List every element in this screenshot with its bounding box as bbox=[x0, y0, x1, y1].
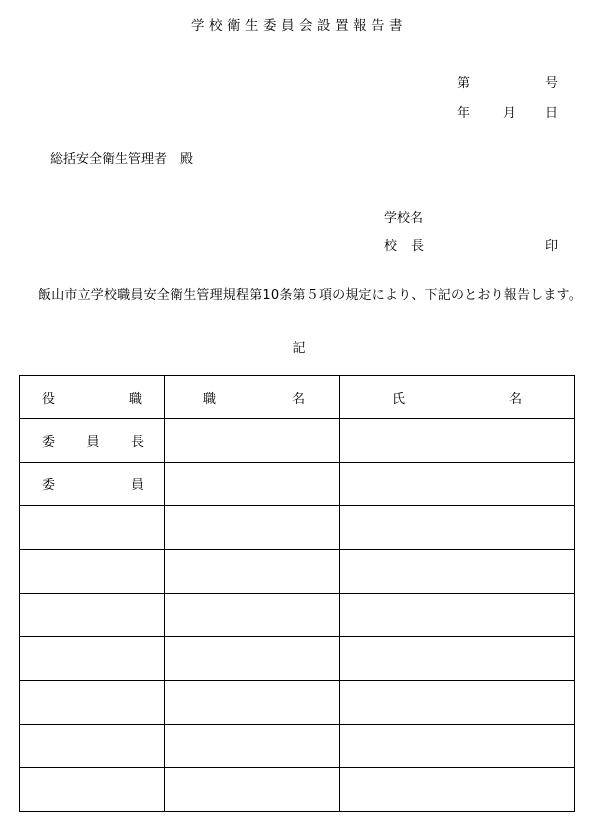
name-cell[interactable] bbox=[340, 506, 575, 550]
header-role bbox=[20, 376, 165, 419]
name-cell[interactable] bbox=[340, 724, 575, 768]
number-label: 第 bbox=[457, 76, 471, 91]
role-char: 長 bbox=[130, 434, 144, 450]
table-row bbox=[20, 419, 575, 463]
role-cell[interactable] bbox=[20, 593, 165, 637]
table-row bbox=[20, 593, 575, 637]
name-cell[interactable] bbox=[340, 419, 575, 463]
position-cell[interactable] bbox=[165, 680, 340, 724]
name-cell[interactable] bbox=[340, 637, 575, 681]
name-cell[interactable] bbox=[340, 549, 575, 593]
seal-label: 印 bbox=[545, 239, 559, 254]
role-cell[interactable] bbox=[20, 549, 165, 593]
position-cell[interactable] bbox=[165, 419, 340, 463]
role-cell[interactable] bbox=[20, 506, 165, 550]
table-header-row bbox=[20, 376, 575, 419]
position-cell[interactable] bbox=[165, 637, 340, 681]
role-cell[interactable] bbox=[20, 419, 165, 463]
position-cell[interactable] bbox=[165, 506, 340, 550]
role-cell[interactable] bbox=[20, 724, 165, 768]
position-cell[interactable] bbox=[165, 593, 340, 637]
number-suffix: 号 bbox=[545, 76, 559, 91]
date-year-label: 年 bbox=[457, 106, 471, 121]
header-name-char-1: 氏 bbox=[392, 391, 406, 407]
addressee: 総括安全衛生管理者 殿 bbox=[50, 152, 194, 167]
position-cell[interactable] bbox=[165, 724, 340, 768]
header-name bbox=[340, 376, 575, 419]
principal-char-2: 長 bbox=[411, 239, 425, 254]
header-position-char-1: 職 bbox=[203, 391, 217, 407]
ki-heading: 記 bbox=[292, 341, 306, 356]
table-row bbox=[20, 768, 575, 812]
principal-label bbox=[384, 235, 424, 254]
table-row bbox=[20, 724, 575, 768]
report-body: 飯山市立学校職員安全衛生管理規程第10条第５項の規定により、下記のとおり報告します。 bbox=[38, 288, 582, 303]
table-row bbox=[20, 506, 575, 550]
position-cell[interactable] bbox=[165, 768, 340, 812]
role-char: 員 bbox=[86, 434, 100, 450]
date-month-label: 月 bbox=[503, 106, 517, 121]
members-table bbox=[19, 375, 575, 812]
name-cell[interactable] bbox=[340, 768, 575, 812]
table-row bbox=[20, 680, 575, 724]
name-cell[interactable] bbox=[340, 680, 575, 724]
school-name-label: 学校名 bbox=[384, 211, 424, 226]
table-row bbox=[20, 637, 575, 681]
role-cell[interactable] bbox=[20, 680, 165, 724]
position-cell[interactable] bbox=[165, 462, 340, 506]
document-title: 学校衛生委員会設置報告書 bbox=[191, 18, 407, 34]
position-cell[interactable] bbox=[165, 549, 340, 593]
date-day-label: 日 bbox=[545, 106, 559, 121]
header-name-char-2: 名 bbox=[508, 391, 522, 407]
role-char: 委 bbox=[42, 434, 56, 450]
role-char: 委 bbox=[42, 478, 56, 494]
header-role-char-1: 役 bbox=[42, 391, 56, 407]
role-cell[interactable] bbox=[20, 462, 165, 506]
name-cell[interactable] bbox=[340, 462, 575, 506]
table-row bbox=[20, 462, 575, 506]
header-position-char-2: 名 bbox=[291, 391, 305, 407]
role-char: 員 bbox=[130, 478, 144, 494]
name-cell[interactable] bbox=[340, 593, 575, 637]
table-row bbox=[20, 549, 575, 593]
role-cell[interactable] bbox=[20, 768, 165, 812]
principal-char-1: 校 bbox=[384, 239, 398, 254]
role-cell[interactable] bbox=[20, 637, 165, 681]
header-position bbox=[165, 376, 340, 419]
header-role-char-2: 職 bbox=[128, 391, 142, 407]
